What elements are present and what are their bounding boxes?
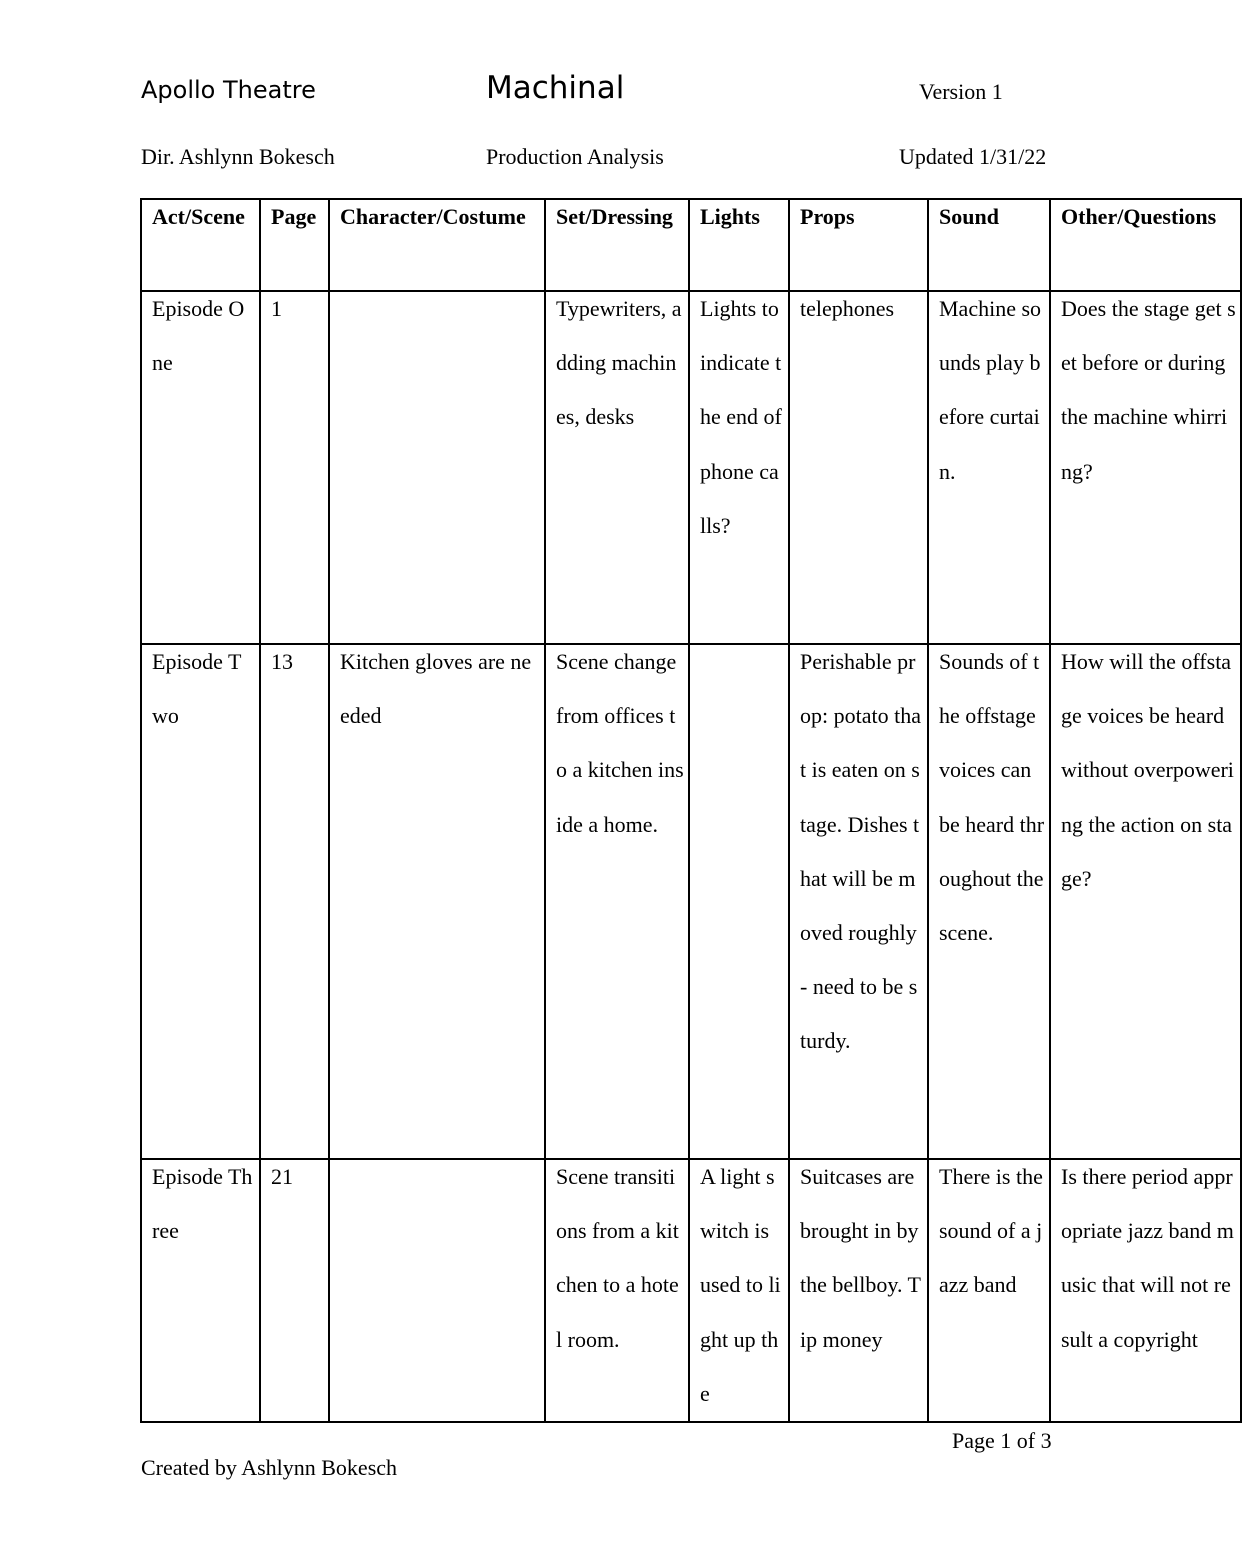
- cell-sound: There is the sound of a jazz band: [928, 1159, 1050, 1422]
- cell-lights: Lights to indicate the end of phone calls?: [689, 291, 789, 644]
- cell-other-questions: Does the stage get set before or during the machine whirring?: [1050, 291, 1241, 644]
- column-header-props: Props: [789, 199, 928, 291]
- page-number: Page 1 of 3: [952, 1428, 1052, 1453]
- column-header-act-scene: Act/Scene: [141, 199, 260, 291]
- analysis-table-wrapper: [140, 198, 1240, 1404]
- cell-sound: Sounds of the offstage voices can be heard throughout the scene.: [928, 644, 1050, 1159]
- updated-date: Updated 1/31/22: [899, 144, 1047, 169]
- cell-character-costume: [329, 1159, 545, 1422]
- cell-other-questions: Is there period appropriate jazz band music that will not result a copyright: [1050, 1159, 1241, 1422]
- table-row: [141, 291, 1241, 644]
- cell-props: Suitcases are brought in by the bellboy. Tip money: [789, 1159, 928, 1422]
- production-analysis-table: [140, 198, 1242, 1423]
- version-label: Version 1: [919, 79, 1003, 104]
- director-label: Dir. Ashlynn Bokesch: [141, 144, 335, 169]
- column-header-set-dressing: Set/Dressing: [545, 199, 689, 291]
- cell-character-costume: Kitchen gloves are needed: [329, 644, 545, 1159]
- created-by-label: Created by Ashlynn Bokesch: [141, 1455, 398, 1480]
- column-header-page: Page: [260, 199, 329, 291]
- cell-sound: Machine sounds play before curtain.: [928, 291, 1050, 644]
- cell-other-questions: How will the offstage voices be heard without overpowering the action on stage?: [1050, 644, 1241, 1159]
- column-header-other-questions: Other/Questions: [1050, 199, 1241, 291]
- column-header-lights: Lights: [689, 199, 789, 291]
- cell-act-scene: Episode Three: [141, 1159, 260, 1422]
- cell-set-dressing: Typewriters, adding machines, desks: [545, 291, 689, 644]
- cell-act-scene: Episode Two: [141, 644, 260, 1159]
- play-title: Machinal: [486, 70, 625, 106]
- cell-props: Perishable prop: potato that is eaten on stage. Dishes that will be moved roughly- need to be sturdy.: [789, 644, 928, 1159]
- column-header-sound: Sound: [928, 199, 1050, 291]
- table-row: [141, 644, 1241, 1159]
- cell-props: telephones: [789, 291, 928, 644]
- theatre-name: Apollo Theatre: [141, 76, 316, 104]
- cell-act-scene: Episode One: [141, 291, 260, 644]
- document-subtitle: Production Analysis: [486, 144, 664, 169]
- cell-lights: [689, 644, 789, 1159]
- cell-character-costume: [329, 291, 545, 644]
- cell-page: 21: [260, 1159, 329, 1422]
- cell-set-dressing: Scene change from offices to a kitchen inside a home.: [545, 644, 689, 1159]
- cell-lights: A light switch is used to light up the: [689, 1159, 789, 1422]
- cell-page: 13: [260, 644, 329, 1159]
- table-row: [141, 1159, 1241, 1422]
- cell-set-dressing: Scene transitions from a kitchen to a hotel room.: [545, 1159, 689, 1422]
- cell-page: 1: [260, 291, 329, 644]
- column-header-character-costume: Character/Costume: [329, 199, 545, 291]
- table-header-row: [141, 199, 1241, 291]
